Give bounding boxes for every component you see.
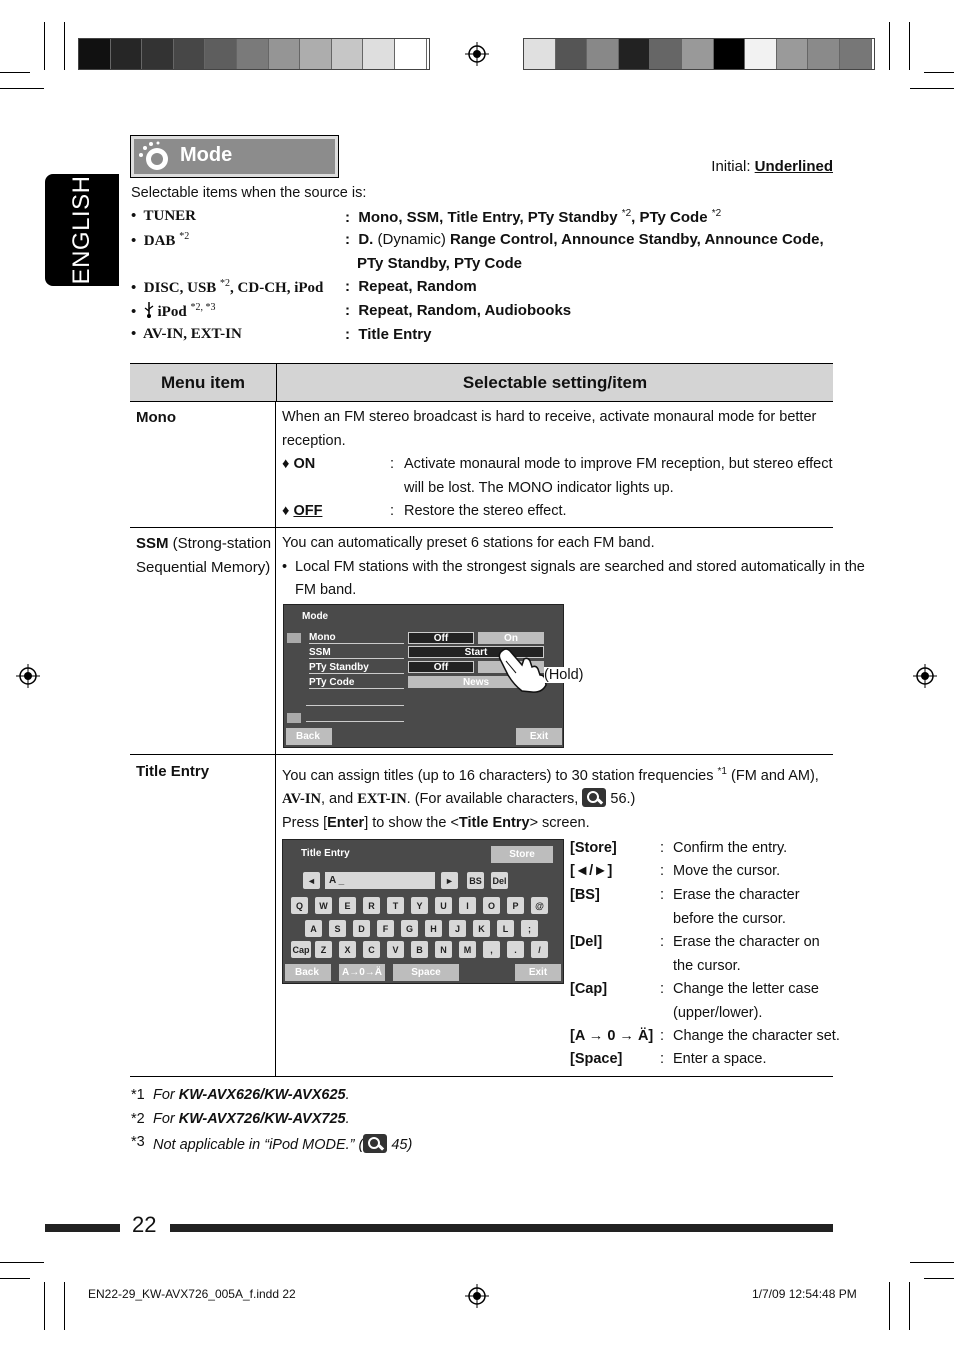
cursor-right-button: ► <box>441 872 458 889</box>
keyboard-key[interactable]: A <box>305 920 322 937</box>
del-button: Del <box>491 872 508 889</box>
keyboard-key[interactable]: D <box>353 920 370 937</box>
color-swatch <box>556 39 588 69</box>
ssm-start-button: Start <box>408 646 544 658</box>
keyboard-key[interactable]: M <box>459 941 476 958</box>
language-label: ENGLISH <box>68 175 95 285</box>
keyboard-key[interactable]: Q <box>291 897 308 914</box>
store-button: Store <box>491 846 553 863</box>
menu-list-item: PTy Code <box>309 677 404 689</box>
keyboard-key[interactable]: / <box>531 941 548 958</box>
space-button: Space <box>393 964 459 981</box>
hold-label: (Hold) <box>544 667 584 683</box>
color-swatch <box>745 39 777 69</box>
registration-mark-icon <box>913 664 937 688</box>
usb-icon <box>144 302 154 318</box>
language-side-tab <box>45 174 119 286</box>
keyboard-key[interactable]: G <box>401 920 418 937</box>
color-swatch <box>142 39 174 69</box>
keyboard-key[interactable]: T <box>387 897 404 914</box>
keyboard-key[interactable]: J <box>449 920 466 937</box>
ssm-desc: You can automatically preset 6 stations for each FM band. • Local FM stations with the strongest signals are searched and stored automatically in the FM band. <box>282 535 865 598</box>
color-swatch <box>682 39 714 69</box>
page-rule-right <box>170 1224 833 1232</box>
registration-mark-icon <box>465 42 489 66</box>
registration-mark-icon <box>465 1284 489 1308</box>
back-button: Back <box>285 964 331 981</box>
keyboard-key[interactable]: H <box>425 920 442 937</box>
color-swatch <box>777 39 809 69</box>
keyboard-key[interactable]: Y <box>411 897 428 914</box>
keyboard-key[interactable]: L <box>497 920 514 937</box>
keyboard-key[interactable]: K <box>473 920 490 937</box>
column-header-menu-item: Menu item <box>130 363 276 402</box>
menu-list-item: SSM <box>309 647 404 659</box>
keyboard-key[interactable]: C <box>363 941 380 958</box>
color-bar-right <box>523 38 875 70</box>
keyboard-key[interactable]: X <box>339 941 356 958</box>
color-swatch <box>650 39 682 69</box>
mono-on-button: On <box>478 632 544 644</box>
registration-mark-icon <box>16 664 40 688</box>
color-swatch <box>840 39 872 69</box>
keyboard-key[interactable]: U <box>435 897 452 914</box>
color-swatch <box>332 39 364 69</box>
page-rule-left <box>45 1224 120 1232</box>
section-title: Mode <box>180 144 233 166</box>
mono-off-button: Off <box>408 632 474 644</box>
keyboard-key[interactable]: . <box>507 941 524 958</box>
footer-file: EN22-29_KW-AVX726_005A_f.indd 22 <box>88 1287 296 1301</box>
color-swatch <box>269 39 301 69</box>
color-swatch <box>174 39 206 69</box>
keyboard-key[interactable]: ; <box>521 920 538 937</box>
charset-button: A→0→Ä <box>339 964 385 981</box>
initial-note: Initial: Underlined <box>711 158 833 175</box>
exit-button: Exit <box>516 728 562 745</box>
menu-item-title-entry: Title Entry <box>136 763 210 780</box>
color-swatch <box>395 39 427 69</box>
reference-icon <box>582 788 606 807</box>
color-swatch <box>524 39 556 69</box>
reference-icon <box>363 1134 387 1153</box>
title-entry-screen-mockup: Title Entry Store ◄ A _ ► BS Del Q W E R T Y U I O P @ A S D F G H J K L ; Cap Z X C V B N M , . / Back A→0→Ä Space Exit <box>282 839 564 984</box>
keyboard-key[interactable]: I <box>459 897 476 914</box>
color-swatch <box>619 39 651 69</box>
keyboard-key[interactable]: P <box>507 897 524 914</box>
keyboard-key[interactable]: V <box>387 941 404 958</box>
color-swatch <box>363 39 395 69</box>
color-swatch <box>300 39 332 69</box>
keyboard-key[interactable]: , <box>483 941 500 958</box>
menu-item-mono: Mono <box>136 409 176 426</box>
color-bar-left <box>78 38 430 70</box>
cursor-left-button: ◄ <box>303 872 320 889</box>
back-button: Back <box>286 728 332 745</box>
title-entry-desc: You can assign titles (up to 16 characters) to 30 station frequencies $^{*1}$ (FM and AM), AV-IN, and EXT-IN. (For available characters, 56.) Press [Enter] to show the <Title Entry> screen. <box>282 766 819 831</box>
color-swatch <box>79 39 111 69</box>
menu-item-ssm: SSM (Strong-station Sequential Memory) <box>136 535 272 576</box>
keyboard-key[interactable]: Cap <box>291 941 311 958</box>
menu-list-item: PTy Standby <box>309 662 404 674</box>
page-number: 22 <box>132 1212 157 1237</box>
color-swatch <box>714 39 746 69</box>
bs-button: BS <box>467 872 484 889</box>
keyboard-key[interactable]: Z <box>315 941 332 958</box>
mode-screen-mockup: Mode Mono SSM PTy Standby PTy Code Off On Start Off News Back Exit <box>283 604 564 748</box>
color-swatch <box>237 39 269 69</box>
color-swatch <box>587 39 619 69</box>
keyboard-key[interactable]: E <box>339 897 356 914</box>
keyboard-key[interactable]: N <box>435 941 452 958</box>
mono-desc: When an FM stereo broadcast is hard to receive, activate monaural mode for better reception. <box>282 409 817 449</box>
color-swatch <box>808 39 840 69</box>
keyboard-key[interactable]: S <box>329 920 346 937</box>
title-input: A _ <box>325 872 435 889</box>
mode-icon <box>137 140 173 174</box>
footer-date: 1/7/09 12:54:48 PM <box>752 1287 857 1301</box>
keyboard-key[interactable]: @ <box>531 897 548 914</box>
hand-pointer-icon <box>492 645 552 693</box>
keyboard-key[interactable]: B <box>411 941 428 958</box>
exit-button: Exit <box>515 964 561 981</box>
keyboard-key[interactable]: W <box>315 897 332 914</box>
menu-list-item: Mono <box>309 632 404 644</box>
color-swatch <box>205 39 237 69</box>
keyboard-key[interactable]: F <box>377 920 394 937</box>
pty-standby-off-button: Off <box>408 661 474 673</box>
pty-code-news-button: News <box>408 676 544 688</box>
keyboard-key[interactable]: O <box>483 897 500 914</box>
sources-intro: Selectable items when the source is: <box>131 185 367 201</box>
keyboard-key[interactable]: R <box>363 897 380 914</box>
column-header-setting: Selectable setting/item <box>276 363 833 402</box>
color-swatch <box>111 39 143 69</box>
section-header <box>130 135 339 178</box>
